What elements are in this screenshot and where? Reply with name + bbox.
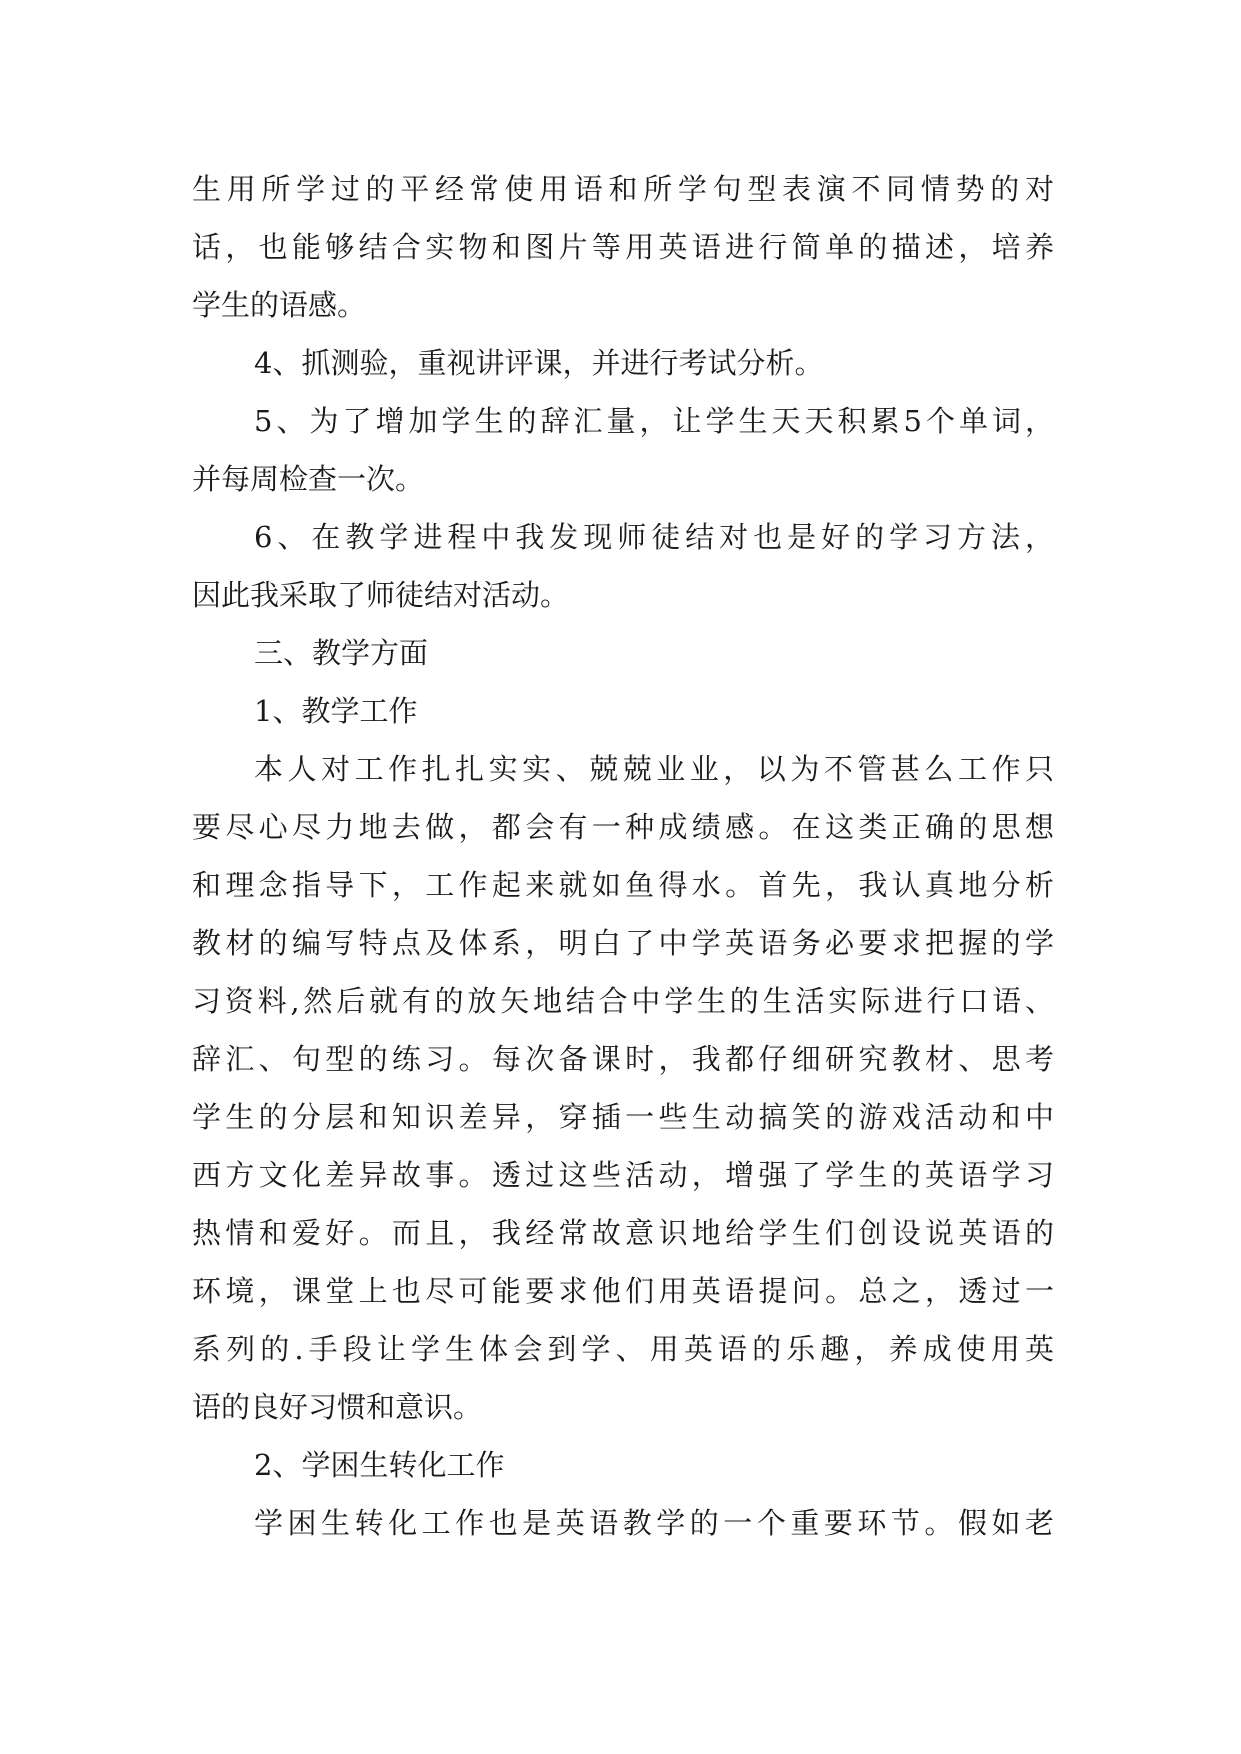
text-line: 教材的编写特点及体系，明白了中学英语务必要求把握的学 (192, 926, 1054, 960)
text-line: 本人对工作扎扎实实、兢兢业业，以为不管甚么工作只 (254, 752, 1054, 786)
document-body (192, 160, 1054, 1552)
text-line: 话，也能够结合实物和图片等用英语进行简单的描述，培养 (192, 230, 1054, 264)
text-line: 学困生转化工作也是英语教学的一个重要环节。假如老 (254, 1506, 1054, 1540)
text-line: 语的良好习惯和意识。 (192, 1390, 483, 1424)
text-line: 环境，课堂上也尽可能要求他们用英语提问。总之，透过一 (192, 1274, 1054, 1308)
text-line: 生用所学过的平经常使用语和所学句型表演不同情势的对 (192, 172, 1054, 206)
text-line: 1、教学工作 (254, 694, 418, 728)
text-line: 要尽心尽力地去做，都会有一种成绩感。在这类正确的思想 (192, 810, 1054, 844)
text-line: 4、抓测验，重视讲评课，并进行考试分析。 (254, 346, 824, 380)
text-line: 西方文化差异故事。透过这些活动，增强了学生的英语学习 (192, 1158, 1054, 1192)
text-line: 6、在教学进程中我发现师徒结对也是好的学习方法， (254, 520, 1054, 554)
text-line: 热情和爱好。而且，我经常故意识地给学生们创设说英语的 (192, 1216, 1054, 1250)
text-line: 习资料,然后就有的放矢地结合中学生的生活实际进行口语、 (192, 984, 1054, 1018)
text-line: 并每周检查一次。 (192, 462, 425, 496)
text-line: 2、学困生转化工作 (254, 1448, 505, 1482)
text-line: 5、为了增加学生的辞汇量，让学生天天积累5个单词， (254, 404, 1054, 438)
text-line: 学生的分层和知识差异，穿插一些生动搞笑的游戏活动和中 (192, 1100, 1054, 1134)
text-line: 和理念指导下，工作起来就如鱼得水。首先，我认真地分析 (192, 868, 1054, 902)
text-line: 系列的.手段让学生体会到学、用英语的乐趣，养成使用英 (192, 1332, 1054, 1366)
text-line: 辞汇、句型的练习。每次备课时，我都仔细研究教材、思考 (192, 1042, 1054, 1076)
text-line: 三、教学方面 (254, 636, 429, 670)
text-line: 学生的语感。 (192, 288, 367, 322)
text-line: 因此我采取了师徒结对活动。 (192, 578, 570, 612)
